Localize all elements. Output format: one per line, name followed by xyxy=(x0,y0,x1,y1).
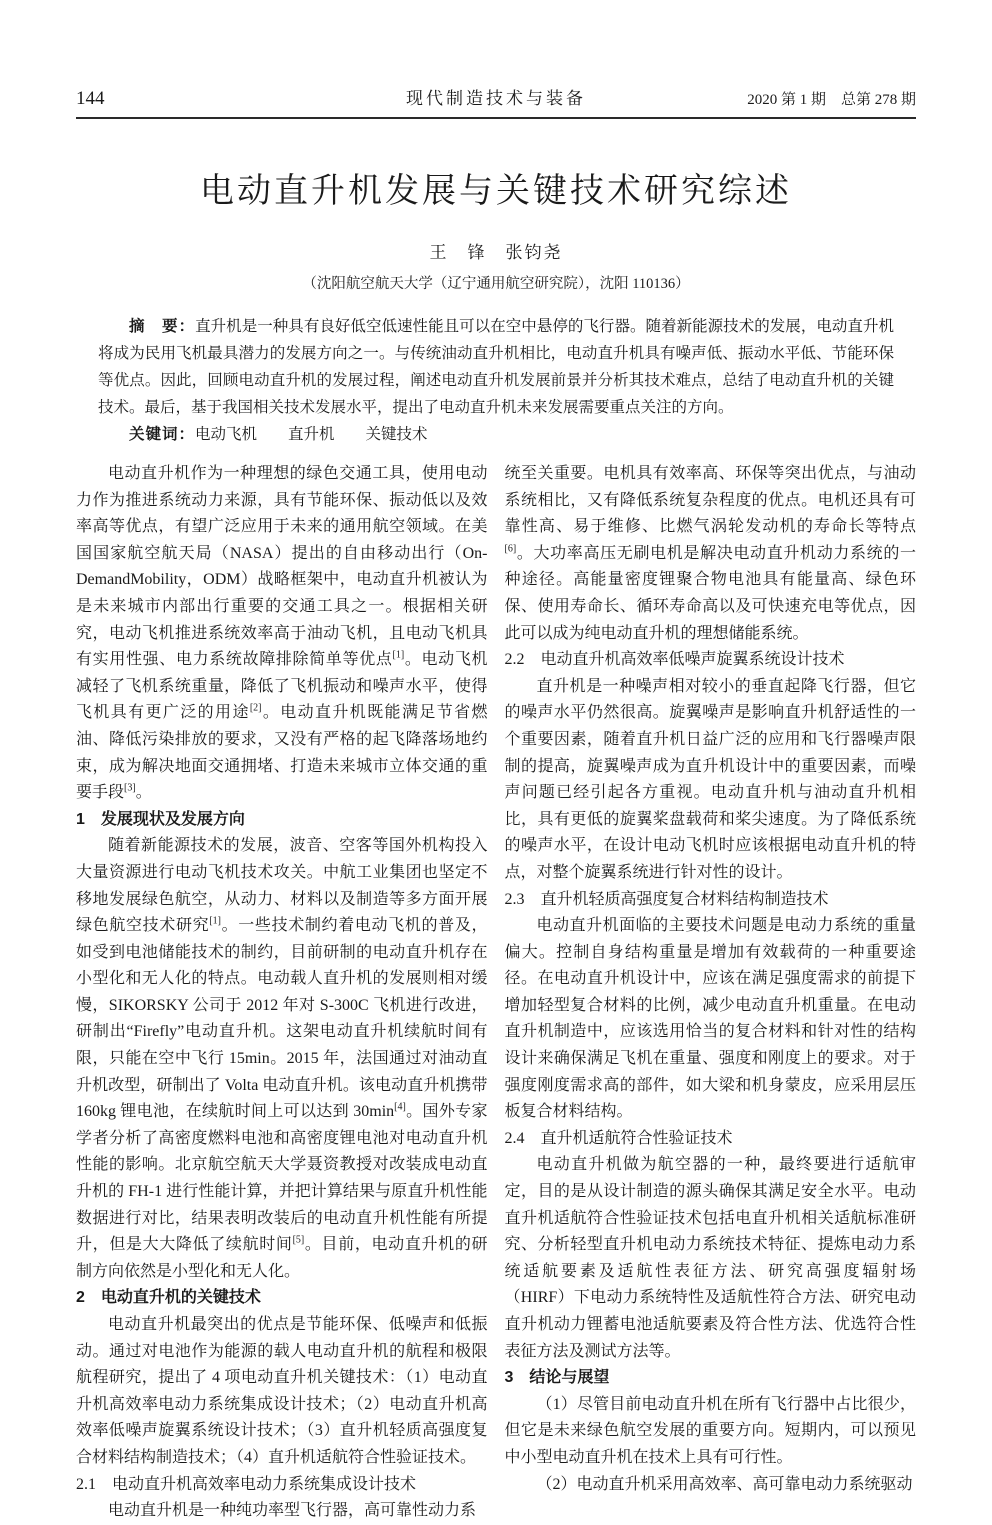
affiliation: （沈阳航空航天大学（辽宁通用航空研究院），沈阳 110136） xyxy=(302,276,690,292)
journal-title: 现代制造技术与装备 xyxy=(406,89,586,108)
section-heading: 1 发展现状及发展方向 xyxy=(76,810,245,828)
citation-ref: [2] xyxy=(249,703,262,715)
paragraph: 统至关重要。电机具有效率高、环保等突出优点，与油动系统相比，又有降低系统复杂程度的优点。电机还具有可靠性高、易于维修、比燃气涡轮发动机的寿命长等特点[6]。大功率高压无刷电机是解决电动直升机动力系统的一种途径。高能量密度锂聚合物电池具有能量高、绿色环保、使用寿命长、循环寿命高以及可快速充电等优点，因此可以成为纯电动直升机的理想储能系统。 xyxy=(504,465,916,642)
paragraph: 电动直升机最突出的优点是节能环保、低噪声和低振动。通过对电池作为能源的载人电动直升机的航程和极限航程研究，提出了 4 项电动直升机关键技术：（1）电动直升机高效率电动力系统集成设计技术；（2）电动直升机高效率低噪声旋翼系统设计技术；（3）直升机轻质高强度复合材料结构制造技术；（4）直升机适航符合性验证技术。 xyxy=(76,1316,488,1466)
article-title: 电动直升机发展与关键技术研究综述 xyxy=(200,173,792,210)
section-heading: 3 结论与展望 xyxy=(504,1369,610,1387)
keywords-text: 电动飞机 直升机 关键技术 xyxy=(195,426,428,443)
paragraph: 电动直升机面临的主要技术问题是电动力系统的重量偏大。控制自身结构重量是增加有效载荷的一种重要途径。在电动直升机设计中，应该在满足强度需求的前提下增加轻型复合材料的比例，减少电动直升机重量。在电动直升机制造中，应该选用恰当的复合材料和针对性的结构设计来确保满足飞机在重量、强度和刚度上的要求。对于强度刚度需求高的部件，如大梁和机身蒙皮，应采用层压板复合材料结构。 xyxy=(504,917,916,1121)
paragraph: 直升机是一种噪声相对较小的垂直起降飞行器，但它的噪声水平仍然很高。旋翼噪声是影响直升机舒适性的一个重要因素，随着直升机日益广泛的应用和飞行器噪声限制的提高，旋翼噪声成为直升机设计中的重要因素，而噪声问题已经引起各方重视。电动直升机与油动直升机相比，具有更低的旋翼桨盘载荷和桨尖速度。为了降低系统的噪声水平，在设计电动飞机时应该根据电动直升机的特点，对整个旋翼系统进行针对性的设计。 xyxy=(504,677,916,881)
keywords xyxy=(98,421,894,448)
citation-ref: [5] xyxy=(292,1234,305,1246)
paragraph: （2）电动直升机采用高效率、高可靠电动力系统驱动 xyxy=(536,1475,913,1493)
citation-ref: [4] xyxy=(394,1101,406,1113)
page-number: 144 xyxy=(76,88,105,109)
section-heading: 2 电动直升机的关键技术 xyxy=(76,1289,261,1307)
citation-ref: [1] xyxy=(209,915,221,927)
paragraph: 电动直升机作为一种理想的绿色交通工具，使用电动力作为推进系统动力来源，具有节能环保、振动低以及效率高等优点，有望广泛应用于未来的通用航空领域。在美国国家航空航天局（NASA）提出的自由移动出行（On-DemandMobility，ODM）战略框架中，电动直升机被认为是未来城市内部出行重要的交通工具之一。根据相关研究，电动飞机推进系统效率高于油动飞机，且电动飞机具有实用性强、电力系统故障排除简单等优点[1]。电动飞机减轻了飞机系统重量，降低了飞机振动和噪声水平，使得飞机具有更广泛的用途[2]。电动直升机既能满足节省燃油、降低污染排放的要求，又没有严格的起飞降落场地约束，成为解决地面交通拥堵、打造未来城市立体交通的重要手段[3]。 xyxy=(76,465,488,802)
abstract-label: 摘 要： xyxy=(129,318,196,335)
issue-info: 2020 第 1 期 总第 278 期 xyxy=(747,92,916,108)
keywords-label: 关键词： xyxy=(129,426,196,443)
paragraph: 电动直升机做为航空器的一种，最终要进行适航审定，目的是从设计制造的源头确保其满足安全水平。电动直升机适航符合性验证技术包括电直升机相关适航标准研究、分析轻型直升机电动力系统技术特征、提炼电动力系统适航要素及适航性表征方法、研究高强度辐射场（HIRF）下电动力系统特性及适航性符合方法、研究电动直升机动力锂蓄电池适航要素及符合性方法、优选符合性表征方法及测试方法等。 xyxy=(504,1156,916,1360)
paragraph: 随着新能源技术的发展，波音、空客等国外机构投入大量资源进行电动飞机技术攻关。中航工业集团也坚定不移地发展绿色航空，从动力、材料以及制造等多方面开展绿色航空技术研究[1]。一些技术制约着电动飞机的普及，如受到电池储能技术的制约，目前研制的电动直升机存在小型化和无人化的特点。电动载人直升机的发展则相对缓慢，SIKORSKY 公司于 2012 年对 S-300C 飞机进行改进，研制出“Firefly”电动直升机。这架电动直升机续航时间有限，只能在空中飞行 15min。2015 年，法国通过对油动直升机改型，研制出了 Volta 电动直升机。该电动直升机携带 160kg 锂电池，在续航时间上可以达到 30min[4]。国外专家学者分析了高密度燃料电池和高密度锂电池对电动直升机性能的影响。北京航空航天大学聂资教授对改装成电动直升机的 FH-1 进行性能计算，并把计算结果与原直升机性能数据进行对比，结果表明改装后的电动直升机性能有所提升，但是大大降低了续航时间[5]。目前，电动直升机的研制方向依然是小型化和无人化。 xyxy=(76,837,488,1280)
right-column xyxy=(505,461,917,1525)
citation-ref: [1] xyxy=(392,649,405,661)
body-columns xyxy=(76,461,916,1525)
citation-ref: [6] xyxy=(504,543,517,555)
section-heading: 2.4 直升机适航符合性验证技术 xyxy=(504,1129,733,1147)
section-heading: 2.3 直升机轻质高强度复合材料结构制造技术 xyxy=(504,890,829,908)
page-header xyxy=(76,84,916,119)
abstract xyxy=(98,313,894,421)
abstract-text: 直升机是一种具有良好低空低速性能且可以在空中悬停的飞行器。随着新能源技术的发展，电动直升机将成为民用飞机最具潜力的发展方向之一。与传统油动直升机相比，电动直升机具有噪声低、振动水平低、节能环保等优点。因此，回顾电动直升机的发展过程，阐述电动直升机发展前景并分析其技术难点，总结了电动直升机的关键技术。最后，基于我国相关技术发展水平，提出了电动直升机未来发展需要重点关注的方向。 xyxy=(98,318,894,416)
citation-ref: [3] xyxy=(124,782,136,794)
paragraph: （1）尽管目前电动直升机在所有飞行器中占比很少，但它是未来绿色航空发展的重要方向。短期内，可以预见中小型电动直升机在技术上具有可行性。 xyxy=(504,1395,916,1466)
left-column xyxy=(76,461,488,1525)
paragraph: 电动直升机是一种纯功率型飞行器，高可靠性动力系 xyxy=(108,1502,477,1520)
section-heading: 2.1 电动直升机高效率电动力系统集成设计技术 xyxy=(76,1475,417,1493)
authors: 王 锋 张钧尧 xyxy=(429,243,563,262)
section-heading: 2.2 电动直升机高效率低噪声旋翼系统设计技术 xyxy=(504,651,845,669)
